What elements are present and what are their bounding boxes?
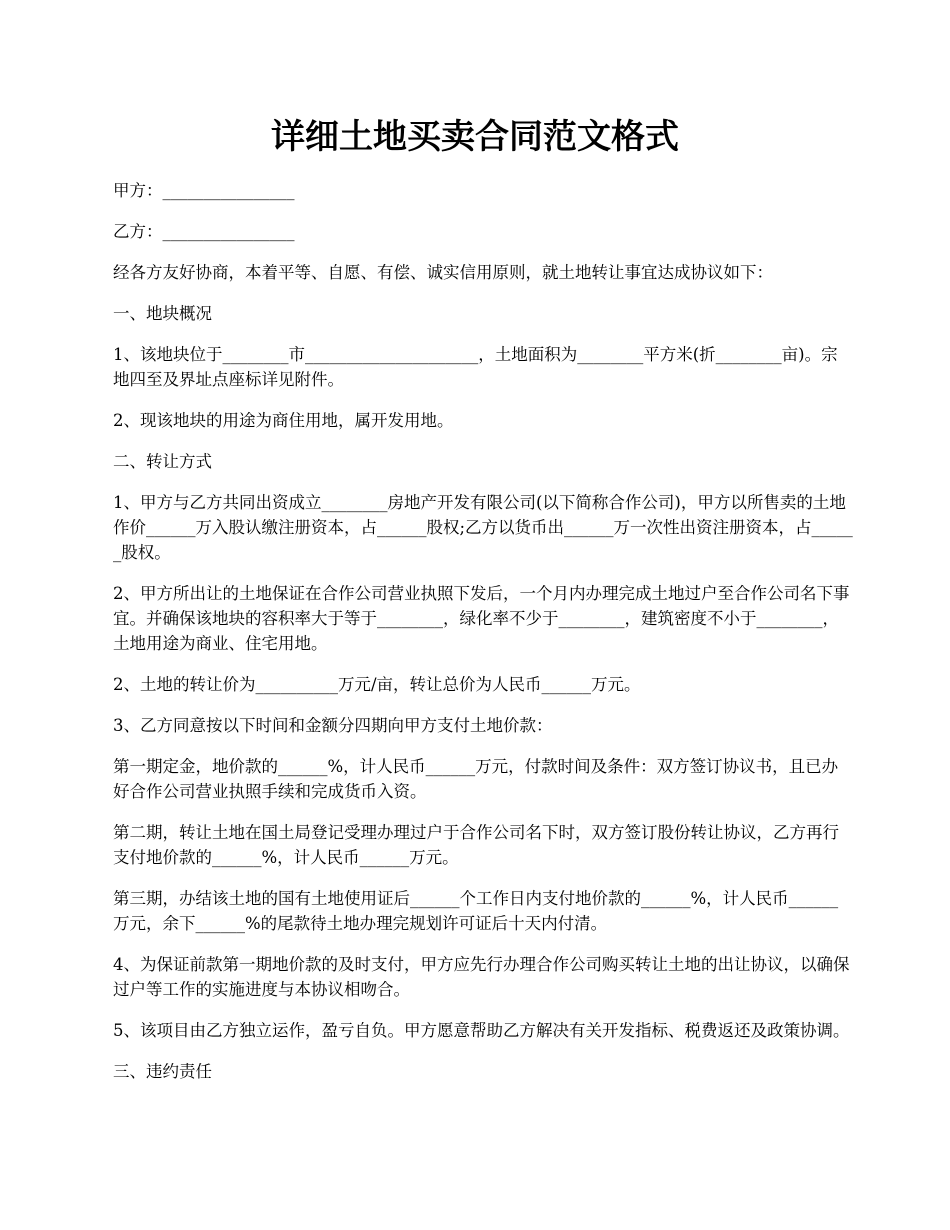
clause-2-5: 5、该项目由乙方独立运作，盈亏自负。甲方愿意帮助乙方解决有关开发指标、税费返还及政策协调。 <box>113 1021 850 1040</box>
section-heading-2: 二、转让方式 <box>113 452 212 471</box>
clause-2-4: 4、为保证前款第一期地价款的及时支付，甲方应先行办理合作公司购买转让土地的出让协议，以确保过户等工作的实施进度与本协议相吻合。 <box>113 955 850 999</box>
payment-phase-1: 第一期定金，地价款的______%，计人民币______万元，付款时间及条件：双方签订协议书，且已办好合作公司营业执照手续和完成货币入资。 <box>113 757 839 801</box>
section-heading-1: 一、地块概况 <box>113 304 212 323</box>
document-body <box>113 178 853 1100</box>
clause-2-1: 1、甲方与乙方共同出资成立________房地产开发有限公司(以下简称合作公司)，甲方以所售卖的土地作价______万入股认缴注册资本，占______股权;乙方以货币出______万一次性出资注册资本，占______股权。 <box>113 493 853 562</box>
party-b-line: 乙方：________________ <box>113 222 295 241</box>
payment-phase-2: 第二期，转让土地在国土局登记受理办理过户于合作公司名下时，双方签订股份转让协议，乙方再行支付地价款的______%，计人民币______万元。 <box>113 823 839 867</box>
clause-2-2: 2、甲方所出让的土地保证在合作公司营业执照下发后，一个月内办理完成土地过户至合作公司名下事宜。并确保该地块的容积率大于等于________，绿化率不少于________，建筑密度不小于________，土地用途为商业、住宅用地。 <box>113 584 850 653</box>
document-title: 详细土地买卖合同范文格式 <box>271 117 679 157</box>
preamble: 经各方友好协商，本着平等、自愿、有偿、诚实信用原则，就土地转让事宜达成协议如下： <box>113 263 773 282</box>
clause-1-1: 1、该地块位于________市_____________________，土地面积为________平方米(折________亩)。宗地四至及界址点座标详见附件。 <box>113 345 838 389</box>
clause-2-3: 3、乙方同意按以下时间和金额分四期向甲方支付土地价款： <box>113 716 553 735</box>
payment-phase-3: 第三期，办结该土地的国有土地使用证后______个工作日内支付地价款的______%，计人民币______万元，余下______%的尾款待土地办理完规划许可证后十天内付清。 <box>113 889 839 933</box>
clause-1-2: 2、现该地块的用途为商住用地，属开发用地。 <box>113 411 454 430</box>
party-a-line: 甲方：________________ <box>113 181 295 200</box>
section-heading-3: 三、违约责任 <box>113 1062 212 1081</box>
clause-2-2b: 2、土地的转让价为__________万元/亩，转让总价为人民币______万元。 <box>113 675 641 694</box>
